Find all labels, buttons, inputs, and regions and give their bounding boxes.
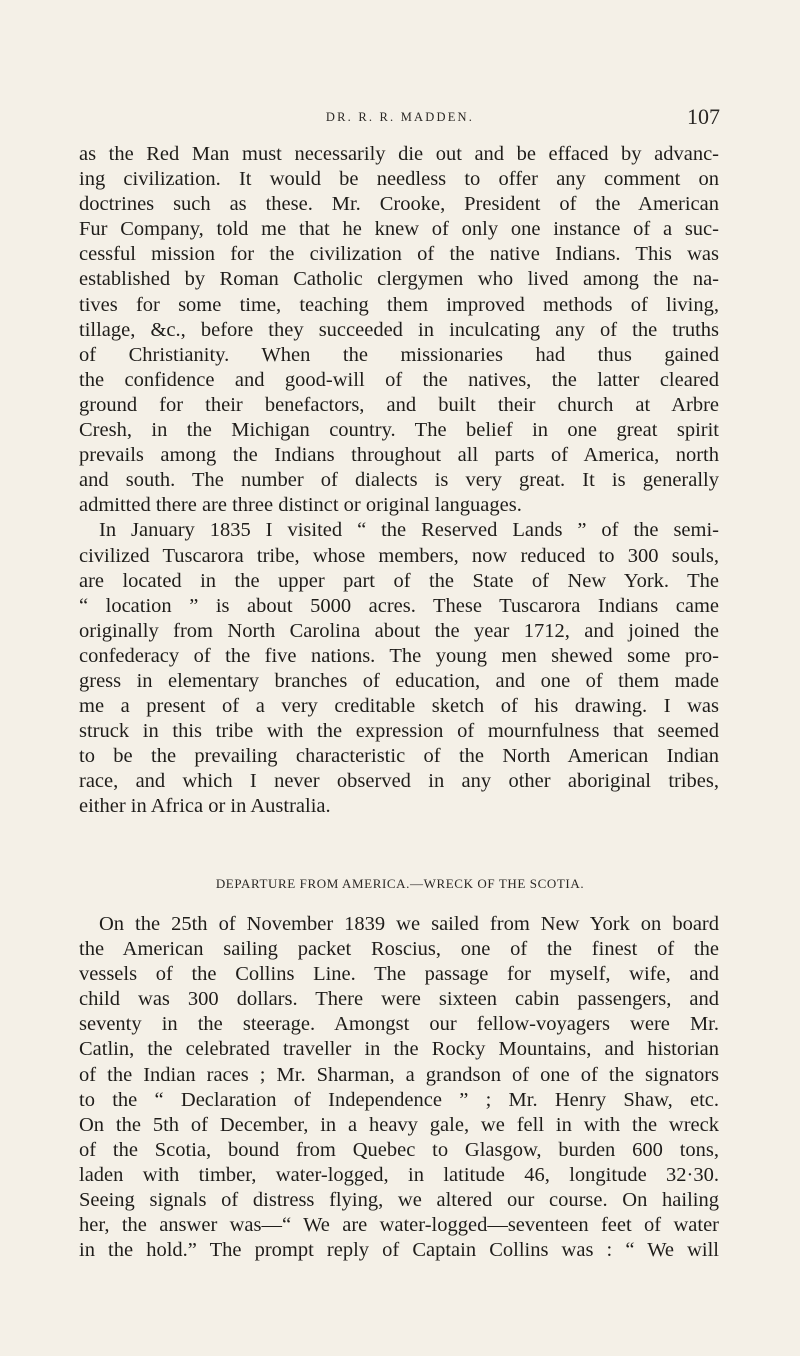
section-heading: DEPARTURE FROM AMERICA.—WRECK OF THE SCOTIA. [215,876,585,891]
text-line: ing civilization. It would be needless to offer any comment on [79,168,719,191]
text-line: cessful mission for the civilization of the native Indians. This was [79,243,719,266]
text-line: of the Scotia, bound from Quebec to Glasgow, burden 600 tons, [79,1138,719,1161]
text-line: civilized Tuscarora tribe, whose members, now reduced to 300 souls, [79,544,719,567]
text-line: originally from North Carolina about the year 1712, and joined the [79,619,719,642]
text-line: of Christianity. When the missionaries had thus gained [79,343,719,366]
running-head [0,104,800,134]
text-line: as the Red Man must necessarily die out and be effaced by advanc- [79,143,719,165]
text-line: to be the prevailing characteristic of the North American Indian [79,745,719,768]
text-line: tives for some time, teaching them improved methods of living, [79,293,719,316]
text-line: Catlin, the celebrated traveller in the Rocky Mountains, and historian [79,1038,719,1061]
text-line: On the 5th of December, in a heavy gale, we fell in with the wreck [79,1113,719,1136]
text-line: seventy in the steerage. Amongst our fellow-voyagers were Mr. [79,1013,719,1036]
text-line: are located in the upper part of the State of New York. The [79,569,719,592]
text-line: established by Roman Catholic clergymen who lived among the na- [79,268,719,291]
text-line: and south. The number of dialects is very great. It is generally [79,469,719,492]
text-line: me a present of a very creditable sketch of his drawing. I was [79,695,719,718]
text-line: in the hold.” The prompt reply of Captain Collins was : “ We will [79,1239,719,1262]
text-line: either in Africa or in Australia. [79,795,331,818]
text-line: gress in elementary branches of education, and one of them made [79,669,719,692]
page-number: 107 [687,104,720,129]
text-line: race, and which I never observed in any other aboriginal tribes, [79,770,719,793]
text-line: confederacy of the five nations. The young men shewed some pro- [79,644,719,667]
text-line: the confidence and good-will of the natives, the latter cleared [79,368,719,391]
text-line: child was 300 dollars. There were sixteen cabin passengers, and [79,988,719,1011]
text-line: her, the answer was—“ We are water-logged—seventeen feet of water [79,1214,719,1237]
text-line: doctrines such as these. Mr. Crooke, President of the American [79,193,719,216]
text-line: the American sailing packet Roscius, one of the finest of the [79,938,719,961]
text-line: In January 1835 I visited “ the Reserved Lands ” of the semi- [99,519,719,542]
text-line: prevails among the Indians throughout all parts of America, north [79,444,719,467]
text-line: ground for their benefactors, and built their church at Arbre [79,393,719,416]
text-line: Cresh, in the Michigan country. The belief in one great spirit [79,419,719,442]
running-title: DR. R. R. MADDEN. [325,110,475,124]
text-line: tillage, &c., before they succeeded in inculcating any of the truths [79,318,719,341]
paragraph-block-2 [79,912,719,1263]
text-line: struck in this tribe with the expression of mournfulness that seemed [79,720,719,743]
text-line: vessels of the Collins Line. The passage for myself, wife, and [79,963,719,986]
text-line: of the Indian races ; Mr. Sharman, a grandson of one of the signators [79,1063,719,1086]
text-line: laden with timber, water-logged, in latitude 46, longitude 32·30. [79,1163,719,1186]
text-line: On the 25th of November 1839 we sailed from New York on board [99,913,719,935]
text-line: admitted there are three distinct or original languages. [79,494,522,517]
paragraph-block-1 [79,142,719,820]
text-line: “ location ” is about 5000 acres. These Tuscarora Indians came [79,594,719,617]
text-line: to the “ Declaration of Independence ” ; Mr. Henry Shaw, etc. [79,1088,719,1111]
text-line: Seeing signals of distress flying, we altered our course. On hailing [79,1189,719,1212]
text-line: Fur Company, told me that he knew of only one instance of a suc- [79,218,719,241]
